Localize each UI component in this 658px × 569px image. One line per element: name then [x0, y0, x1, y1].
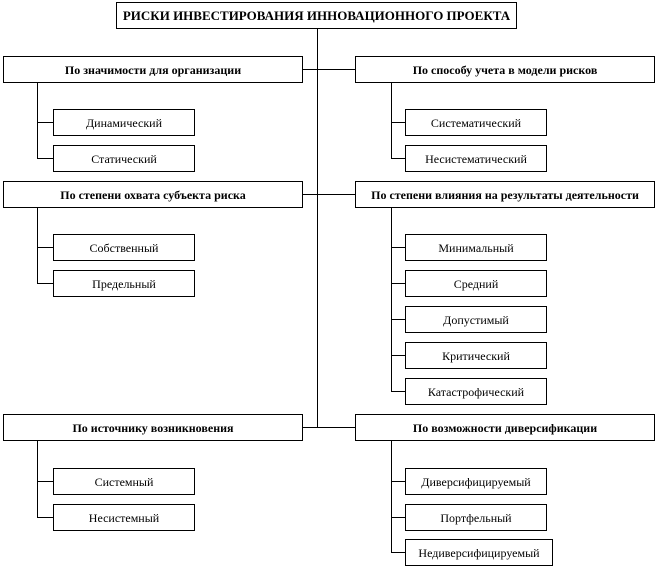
item-nondiversifiable: Недиверсифицируемый [405, 539, 553, 566]
category-diversification: По возможности диверсификации [355, 414, 655, 441]
item-minimal: Минимальный [405, 234, 547, 261]
item-marginal: Предельный [53, 270, 195, 297]
item-systematic: Систематический [405, 109, 547, 136]
item-portfolio: Портфельный [405, 504, 547, 531]
item-nonsystemic: Несистемный [53, 504, 195, 531]
category-impact: По степени влияния на результаты деятельности [355, 181, 655, 208]
diagram-title: РИСКИ ИНВЕСТИРОВАНИЯ ИННОВАЦИОННОГО ПРОЕКТА [116, 2, 517, 29]
item-static: Статический [53, 145, 195, 172]
item-medium: Средний [405, 270, 547, 297]
item-unsystematic: Несистематический [405, 145, 547, 172]
item-own: Собственный [53, 234, 195, 261]
item-acceptable: Допустимый [405, 306, 547, 333]
category-source: По источнику возникновения [3, 414, 303, 441]
item-systemic: Системный [53, 468, 195, 495]
item-dynamic: Динамический [53, 109, 195, 136]
category-accounting: По способу учета в модели рисков [355, 56, 655, 83]
item-diversifiable: Диверсифицируемый [405, 468, 547, 495]
item-critical: Критический [405, 342, 547, 369]
category-coverage: По степени охвата субъекта риска [3, 181, 303, 208]
category-significance: По значимости для организации [3, 56, 303, 83]
item-catastrophic: Катастрофический [405, 378, 547, 405]
